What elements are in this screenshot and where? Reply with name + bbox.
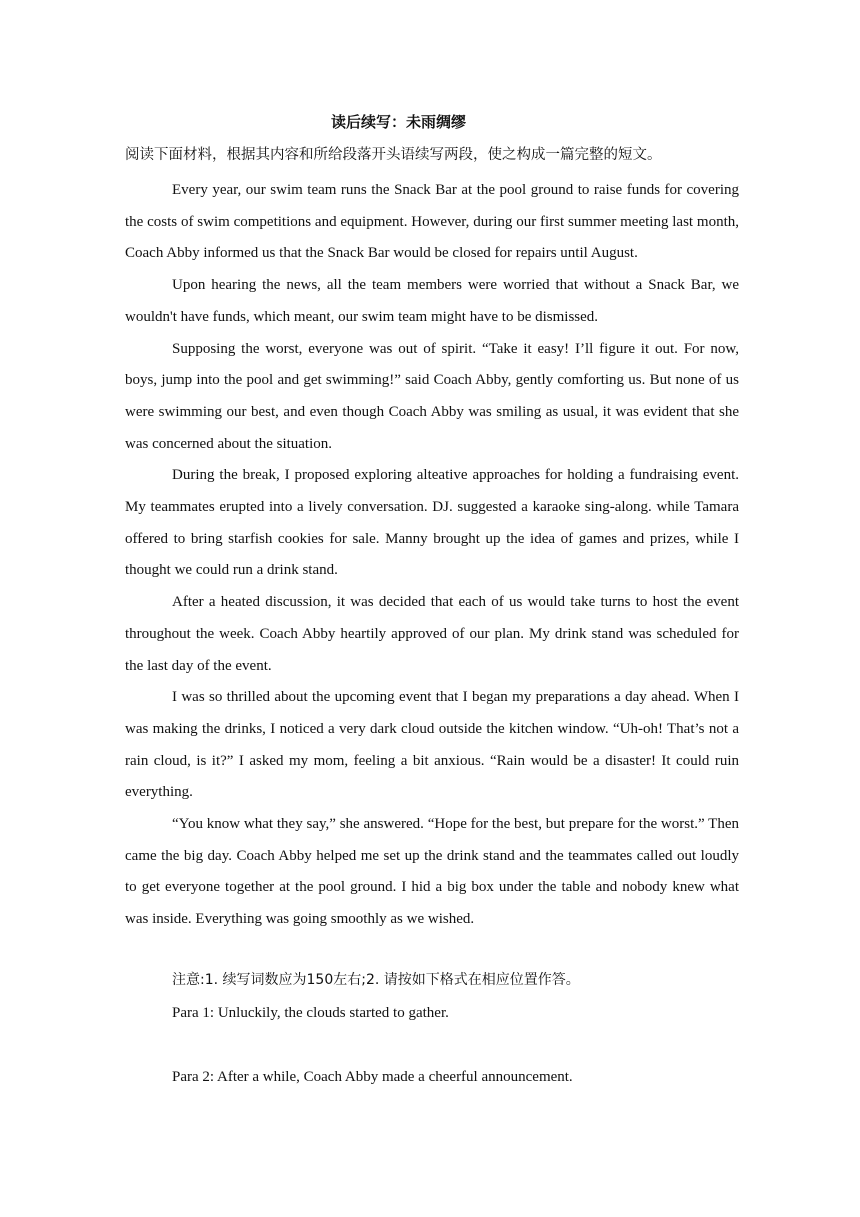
story-paragraph: Every year, our swim team runs the Snack Bar at the pool ground to raise funds for covering the costs of swim competitions and equipment. However, during our first summer meeting last month, Coach Abby informed us that the Snack Bar would be closed for repairs until August. xyxy=(125,182,739,262)
task-instruction: 阅读下面材料，根据其内容和所给段落开头语续写两段，使之构成一篇完整的短文。 xyxy=(125,147,662,163)
document-title: 读后续写：未雨绸缪 xyxy=(330,113,466,131)
note-text: 注意:1. 续写词数应为150左右;2. 请按如下格式在相应位置作答。 xyxy=(172,972,580,988)
para2-prompt: Para 2: After a while, Coach Abby made a cheerful announcement. xyxy=(172,1069,573,1085)
story-paragraph: Upon hearing the news, all the team members were worried that without a Snack Bar, we wouldn't have funds, which meant, our swim team might have to be dismissed. xyxy=(125,277,739,325)
writing-note xyxy=(172,969,732,991)
story-paragraph: I was so thrilled about the upcoming event that I began my preparations a day ahead. When I was making the drinks, I noticed a very dark cloud outside the kitchen window. “Uh-oh! That’s not a rain cloud, is it?” I asked my mom, feeling a bit anxious. “Rain would be a disaster! It could ruin everything. xyxy=(125,689,739,801)
para1-prompt: Para 1: Unluckily, the clouds started to gather. xyxy=(172,1005,449,1021)
story-paragraph: Supposing the worst, everyone was out of spirit. “Take it easy! I’ll figure it out. For now, boys, jump into the pool and get swimming!” said Coach Abby, gently comforting us. But none of us were swimming our best, and even though Coach Abby was smiling as usual, it was evident that she was concerned about the situation. xyxy=(125,340,739,452)
story-body xyxy=(125,175,739,936)
story-paragraph: During the break, I proposed exploring alteative approaches for holding a fundraising event. My teammates erupted into a lively conversation. DJ. suggested a karaoke sing-along. while Tamara offered to bring starfish cookies for sale. Manny brought up the idea of games and prizes, while I thought we could run a drink stand. xyxy=(125,467,739,579)
story-paragraph: “You know what they say,” she answered. “Hope for the best, but prepare for the worst.” Then came the big day. Coach Abby helped me set up the drink stand and the teammates called out loudly to get everyone together at the pool ground. I hid a big box under the table and nobody knew what was inside. Everything was going smoothly as we wished. xyxy=(125,816,739,928)
story-paragraph: After a heated discussion, it was decided that each of us would take turns to host the event throughout the week. Coach Abby heartily approved of our plan. My drink stand was scheduled for the last day of the event. xyxy=(125,594,739,674)
